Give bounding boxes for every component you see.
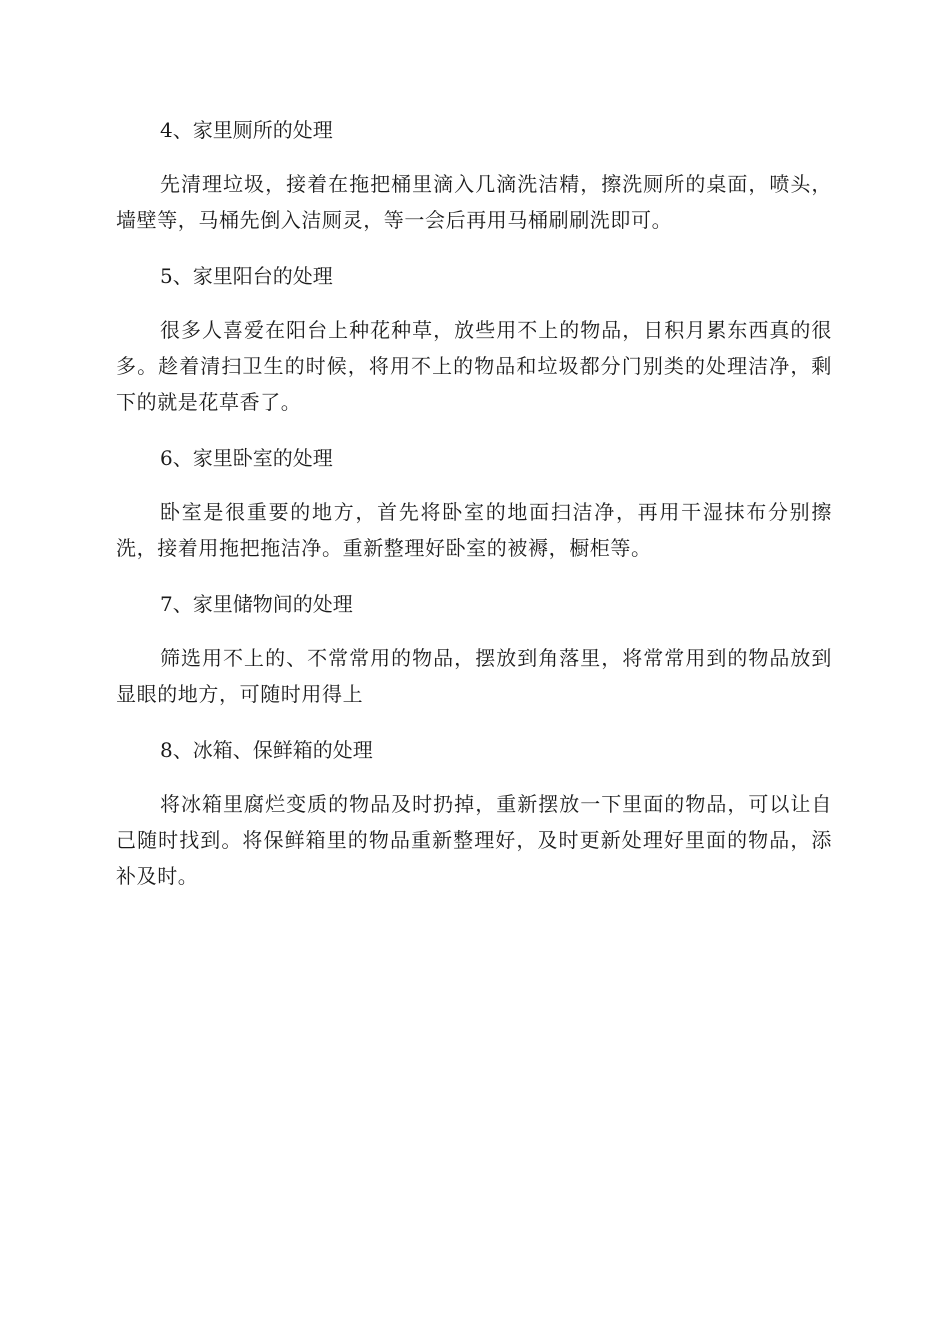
section-paragraph-fridge: 将冰箱里腐烂变质的物品及时扔掉，重新摆放一下里面的物品，可以让自己随时找到。将保鲜箱里的物品重新整理好，及时更新处理好里面的物品，添补及时。 [116,792,832,888]
section-paragraph-storage-room: 筛选用不上的、不常常用的物品，摆放到角落里，将常常用到的物品放到显眼的地方，可随时用得上 [116,646,832,706]
section-heading-fridge: 8、冰箱、保鲜箱的处理 [160,738,373,762]
section-heading-storage-room: 7、家里储物间的处理 [160,592,353,616]
section-paragraph-balcony: 很多人喜爱在阳台上种花种草，放些用不上的物品，日积月累东西真的很多。趁着清扫卫生的时候，将用不上的物品和垃圾都分门别类的处理洁净，剩下的就是花草香了。 [116,318,832,414]
section-paragraph-toilet: 先清理垃圾，接着在拖把桶里滴入几滴洗洁精，擦洗厕所的桌面，喷头，墙壁等，马桶先倒入洁厕灵，等一会后再用马桶刷刷洗即可。 [116,172,832,232]
section-heading-bedroom: 6、家里卧室的处理 [160,446,333,470]
section-heading-toilet: 4、家里厕所的处理 [160,118,333,142]
section-heading-balcony: 5、家里阳台的处理 [160,264,333,288]
section-paragraph-bedroom: 卧室是很重要的地方，首先将卧室的地面扫洁净，再用干湿抹布分别擦洗，接着用拖把拖洁净。重新整理好卧室的被褥，橱柜等。 [116,500,832,560]
document-body [116,112,832,914]
